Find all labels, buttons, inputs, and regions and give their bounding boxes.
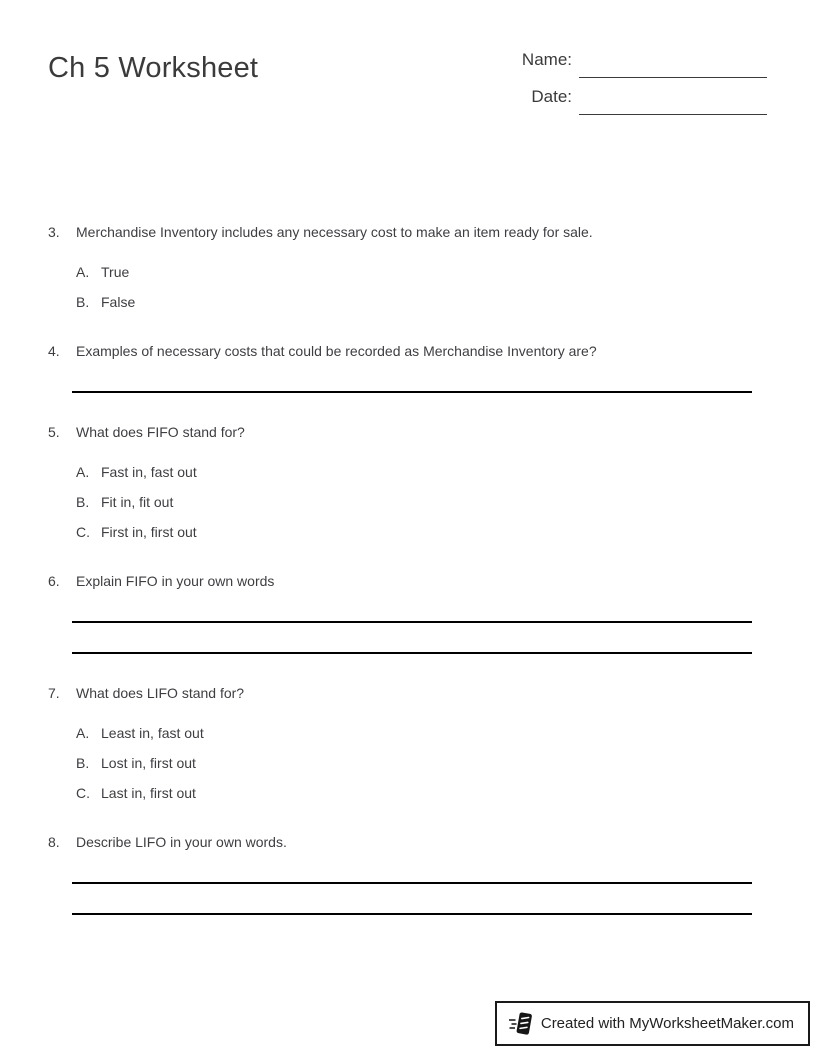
choice-text: Fit in, fit out bbox=[101, 494, 174, 510]
worksheet-header bbox=[0, 0, 816, 115]
question-text: Describe LIFO in your own words. bbox=[76, 834, 287, 850]
choice-text: Lost in, first out bbox=[101, 755, 196, 771]
answer-line[interactable] bbox=[72, 391, 752, 393]
date-label: Date: bbox=[531, 87, 572, 106]
choice-text: Fast in, fast out bbox=[101, 464, 197, 480]
choice-item bbox=[76, 462, 752, 482]
name-field-row bbox=[508, 48, 768, 78]
question-number: 8. bbox=[48, 834, 60, 850]
choice-letter: A. bbox=[76, 464, 90, 480]
answer-lines bbox=[72, 621, 752, 654]
choices bbox=[76, 462, 752, 542]
question-row bbox=[48, 571, 752, 591]
question-row bbox=[48, 832, 752, 852]
choice-item bbox=[76, 492, 752, 512]
answer-lines bbox=[72, 391, 752, 393]
choice-item bbox=[76, 723, 752, 743]
notebook-speed-icon bbox=[509, 1010, 533, 1037]
choice-item bbox=[76, 292, 752, 312]
choice-text: Least in, fast out bbox=[101, 725, 204, 741]
question-block bbox=[48, 683, 752, 803]
question-block bbox=[48, 571, 752, 654]
credit-text: Created with MyWorksheetMaker.com bbox=[540, 1015, 794, 1032]
choice-letter: B. bbox=[76, 755, 90, 771]
date-field-row bbox=[508, 85, 768, 115]
question-text: Explain FIFO in your own words bbox=[76, 573, 275, 589]
choice-letter: B. bbox=[76, 294, 90, 310]
choice-item bbox=[76, 783, 752, 803]
answer-line[interactable] bbox=[72, 652, 752, 654]
question-text: What does LIFO stand for? bbox=[76, 685, 245, 701]
question-text: Merchandise Inventory includes any necessary cost to make an item ready for sale. bbox=[76, 224, 593, 240]
date-input-line[interactable] bbox=[579, 85, 767, 115]
question-number: 5. bbox=[48, 424, 60, 440]
question-block bbox=[48, 422, 752, 542]
credit-box bbox=[495, 1001, 810, 1046]
choice-item bbox=[76, 753, 752, 773]
choices bbox=[76, 723, 752, 803]
answer-line[interactable] bbox=[72, 913, 752, 915]
questions-list bbox=[0, 222, 816, 915]
question-number: 3. bbox=[48, 224, 60, 240]
name-label: Name: bbox=[521, 50, 572, 69]
choice-letter: C. bbox=[76, 524, 90, 540]
choice-letter: A. bbox=[76, 264, 90, 280]
page-title: Ch 5 Worksheet bbox=[48, 52, 259, 84]
choice-letter: B. bbox=[76, 494, 90, 510]
choice-text: False bbox=[101, 294, 136, 310]
question-row bbox=[48, 683, 752, 703]
choice-text: First in, first out bbox=[101, 524, 197, 540]
name-input-line[interactable] bbox=[579, 48, 767, 78]
answer-lines bbox=[72, 882, 752, 915]
question-row bbox=[48, 341, 752, 361]
answer-line[interactable] bbox=[72, 882, 752, 884]
question-row bbox=[48, 422, 752, 442]
choice-text: Last in, first out bbox=[101, 785, 196, 801]
question-text: Examples of necessary costs that could be recorded as Merchandise Inventory are? bbox=[76, 343, 597, 359]
question-block bbox=[48, 341, 752, 393]
choice-letter: A. bbox=[76, 725, 90, 741]
question-row bbox=[48, 222, 752, 242]
question-number: 4. bbox=[48, 343, 60, 359]
answer-line[interactable] bbox=[72, 621, 752, 623]
question-block bbox=[48, 832, 752, 915]
question-number: 7. bbox=[48, 685, 60, 701]
choice-letter: C. bbox=[76, 785, 90, 801]
question-text: What does FIFO stand for? bbox=[76, 424, 245, 440]
choice-text: True bbox=[101, 264, 130, 280]
name-date-block bbox=[508, 48, 768, 115]
question-number: 6. bbox=[48, 573, 60, 589]
question-block bbox=[48, 222, 752, 312]
choice-item bbox=[76, 262, 752, 282]
choices bbox=[76, 262, 752, 312]
choice-item bbox=[76, 522, 752, 542]
